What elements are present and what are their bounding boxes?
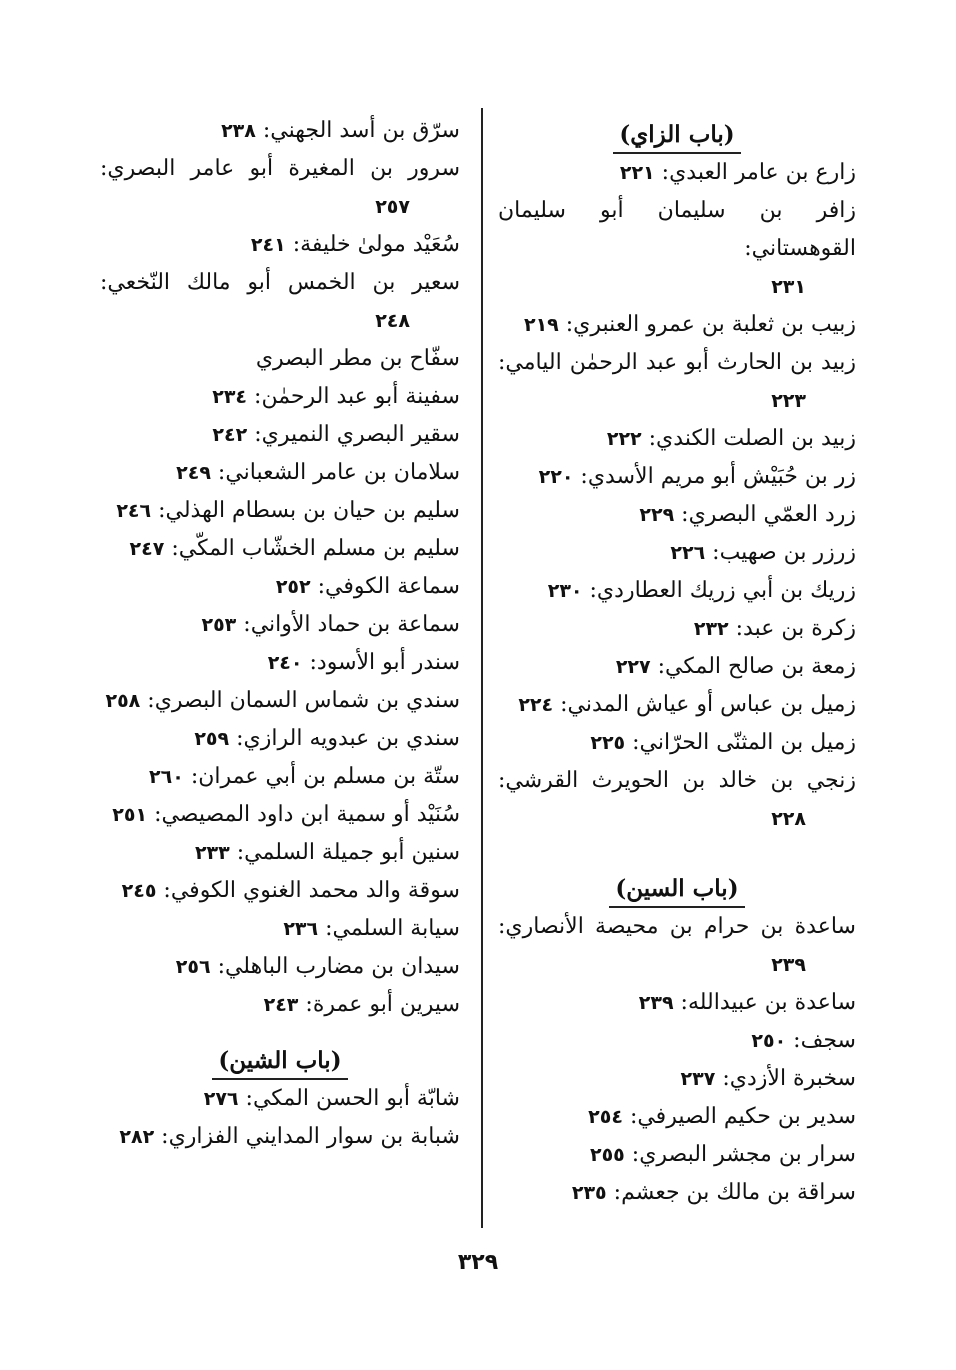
entry-page-number: ٢٥٨ [105,690,141,712]
entry-name: سرور بن المغيرة أبو عامر البصري: [100,156,460,181]
entry-page-number: ٢٥٣ [201,614,237,636]
entry-name: سعير بن الخمس أبو مالك النّخعي: [100,270,460,295]
index-entry [498,984,856,1022]
index-entry [498,344,856,420]
zay-entry-list [498,154,856,838]
entry-name: زرد العمّي البصري: [681,502,856,527]
index-entry [100,264,460,340]
index-entry [100,1118,460,1156]
entry-name: سُنَيْد أو سمية ابن داود المصيصي: [154,802,460,827]
index-entry [100,340,460,378]
index-entry [498,496,856,534]
section-heading-sin: (باب السين) [498,870,856,908]
entry-page-number: ٢٥٠ [751,1030,787,1052]
entry-page-number: ٢٢٩ [639,504,675,526]
entry-name: زبيب بن ثعلبة بن عمرو العنبري: [565,312,856,337]
shin-entry-list [100,1080,460,1156]
index-entry [100,682,460,720]
entry-name: سماعة بن حماد الأواني: [243,612,460,637]
entry-name: زكرة بن عبد: [735,616,856,641]
index-entry [100,872,460,910]
index-entry [100,720,460,758]
entry-name: سجف: [793,1028,856,1053]
index-entry [498,1060,856,1098]
entry-page-number: ٢٥٥ [589,1144,625,1166]
entry-page-number: ٢٥٩ [194,728,230,750]
entry-name: زافر بن سليمان أبو سليمان القوهستاني: [498,198,856,261]
entry-name: زبيد بن الصلت الكندي: [648,426,856,451]
index-entry [498,610,856,648]
entry-page-number: ٢٣٧ [680,1068,716,1090]
index-entry [100,986,460,1024]
entry-page-number: ٢٤٠ [267,652,303,674]
column-divider [481,108,483,1228]
entry-name: شبابة بن سوار المدايني الفزاري: [161,1124,460,1149]
entry-name: زرزر بن صهيب: [712,540,856,565]
entry-page-number: ٢٣٨ [221,120,256,142]
section-heading-zay: (باب الزاي) [498,116,856,154]
sin-continued-entry-list [100,112,460,1024]
index-entry [498,534,856,572]
entry-name: سوقة والد محمد الغنوي الكوفي: [163,878,460,903]
index-entry [100,1080,460,1118]
entry-page-number: ٢٢٢ [606,428,642,450]
left-column [100,112,460,1156]
entry-page-number: ٢٤٦ [116,500,152,522]
entry-page-number: ٢٧٦ [203,1088,239,1110]
entry-name: سندي بن شماس السمان البصري: [147,688,460,713]
entry-page-number: ٢٥٤ [588,1106,623,1128]
entry-name: ساعدة بن عبيدالله: [680,990,856,1015]
index-entry [498,762,856,838]
entry-name: زبيد بن الحارث أبو عبد الرحمٰن اليامي: [498,350,856,375]
entry-page-number: ٢٥٧ [375,196,410,218]
entry-name: سنين أبو جميلة السلمي: [236,840,460,865]
entry-page-number: ٢٣٩ [771,954,806,976]
index-entry [100,226,460,264]
entry-name: سيرين أبو عمرة: [305,992,460,1017]
index-entry [498,306,856,344]
entry-page-number: ٢٣٩ [638,992,674,1014]
index-entry [100,378,460,416]
entry-name: سفّاح بن مطر البصري [255,346,460,371]
index-entry [100,492,460,530]
index-entry [100,606,460,644]
index-entry [498,458,856,496]
index-entry [498,420,856,458]
entry-page-number: ٢٢٤ [518,694,554,716]
entry-page-number: ٢٢١ [619,162,655,184]
index-entry [100,568,460,606]
index-entry [100,758,460,796]
index-entry [498,1174,856,1212]
entry-page-number: ٢٥١ [112,804,148,826]
index-entry [498,648,856,686]
entry-name: سليم بن مسلم الخشّاب المكّي: [171,536,460,561]
index-entry [100,530,460,568]
index-entry [100,112,460,150]
entry-page-number: ٢٢٥ [590,732,626,754]
entry-name: سدير بن حكيم الصيرفي: [629,1104,856,1129]
index-entry [498,572,856,610]
page-number: ٣٢٩ [457,1250,499,1275]
entry-page-number: ٢٤٨ [375,310,410,332]
entry-page-number: ٢٣٥ [571,1182,607,1204]
index-entry [498,724,856,762]
sin-entry-list [498,908,856,1212]
entry-name: سقير البصري النميري: [254,422,460,447]
index-entry [498,686,856,724]
entry-name: زريك بن أبي زريك العطاردي: [589,578,856,603]
entry-name: زميل بن عباس أو عياش المدني: [560,692,856,717]
index-entry [498,908,856,984]
entry-page-number: ٢٦٠ [149,766,184,788]
entry-name: زمعة بن صالح المكي: [657,654,856,679]
entry-page-number: ٢٣٣ [194,842,230,864]
entry-page-number: ٢٤٢ [212,424,248,446]
entry-page-number: ٢٣١ [771,276,806,298]
entry-name: زنجي بن خالد بن الحويرث القرشي: [498,768,856,793]
entry-page-number: ٢٤٣ [263,994,299,1016]
entry-page-number: ٢٣٠ [547,580,583,602]
entry-name: زر بن حُبَيْش أبو مريم الأسدي: [580,464,856,489]
entry-page-number: ٢٣٦ [283,918,319,940]
entry-page-number: ٢٤٩ [176,462,211,484]
entry-name: سفينة أبو عبد الرحمٰن: [254,384,460,409]
index-entry [498,1136,856,1174]
entry-page-number: ٢٣٤ [212,386,248,408]
section-heading-shin: (باب الشين) [100,1042,460,1080]
entry-page-number: ٢٨٢ [119,1126,155,1148]
index-entry [498,154,856,192]
index-entry [100,796,460,834]
index-entry [100,910,460,948]
index-entry [100,644,460,682]
index-entry [100,454,460,492]
entry-name: سرار بن مجشر البصري: [631,1142,856,1167]
entry-page-number: ٢٢٦ [670,542,706,564]
entry-name: زميل بن المثنّى الحرّاني: [632,730,856,755]
entry-page-number: ٢٥٦ [175,956,211,978]
entry-page-number: ٢٢٨ [771,808,806,830]
entry-page-number: ٢٢٣ [771,390,806,412]
entry-name: سندي بن عبدويه الرازي: [236,726,460,751]
index-entry [100,948,460,986]
entry-name: سيدان بن مضارب الباهلي: [217,954,460,979]
entry-page-number: ٢٤٥ [121,880,157,902]
entry-page-number: ٢٥٢ [275,576,311,598]
index-entry [100,834,460,872]
entry-page-number: ٢٢٧ [615,656,651,678]
entry-name: سُعَيْد مولىٰ خليفة: [292,232,460,257]
entry-name: ساعدة بن حرام بن محيصة الأنصاري: [498,914,856,939]
entry-name: سخبرة الأزدي: [722,1066,856,1091]
entry-name: سندر أبو الأسود: [309,650,460,675]
entry-name: سيابة السلمي: [325,916,460,941]
entry-name: سماعة الكوفي: [317,574,460,599]
entry-page-number: ٢٣٢ [693,618,729,640]
index-entry [498,192,856,306]
entry-page-number: ٢٤٧ [129,538,165,560]
index-entry [100,150,460,226]
entry-page-number: ٢١٩ [523,314,559,336]
index-entry [498,1022,856,1060]
entry-name: شابّة أبو الحسن المكي: [245,1086,460,1111]
entry-name: سراقة بن مالك بن جعشم: [613,1180,856,1205]
entry-name: سليم بن حيان بن بسطام الهذلي: [158,498,460,523]
entry-page-number: ٢٢٠ [538,466,574,488]
entry-page-number: ٢٤١ [250,234,286,256]
entry-name: زارع بن عامر العبدي: [661,160,856,185]
entry-name: سرّق بن أسد الجهني: [262,118,460,143]
index-entry [100,416,460,454]
index-entry [498,1098,856,1136]
right-column [498,112,856,1212]
entry-name: سلامان بن عامر الشعباني: [217,460,460,485]
entry-name: ستّة بن مسلم بن أبي عمران: [190,764,460,789]
